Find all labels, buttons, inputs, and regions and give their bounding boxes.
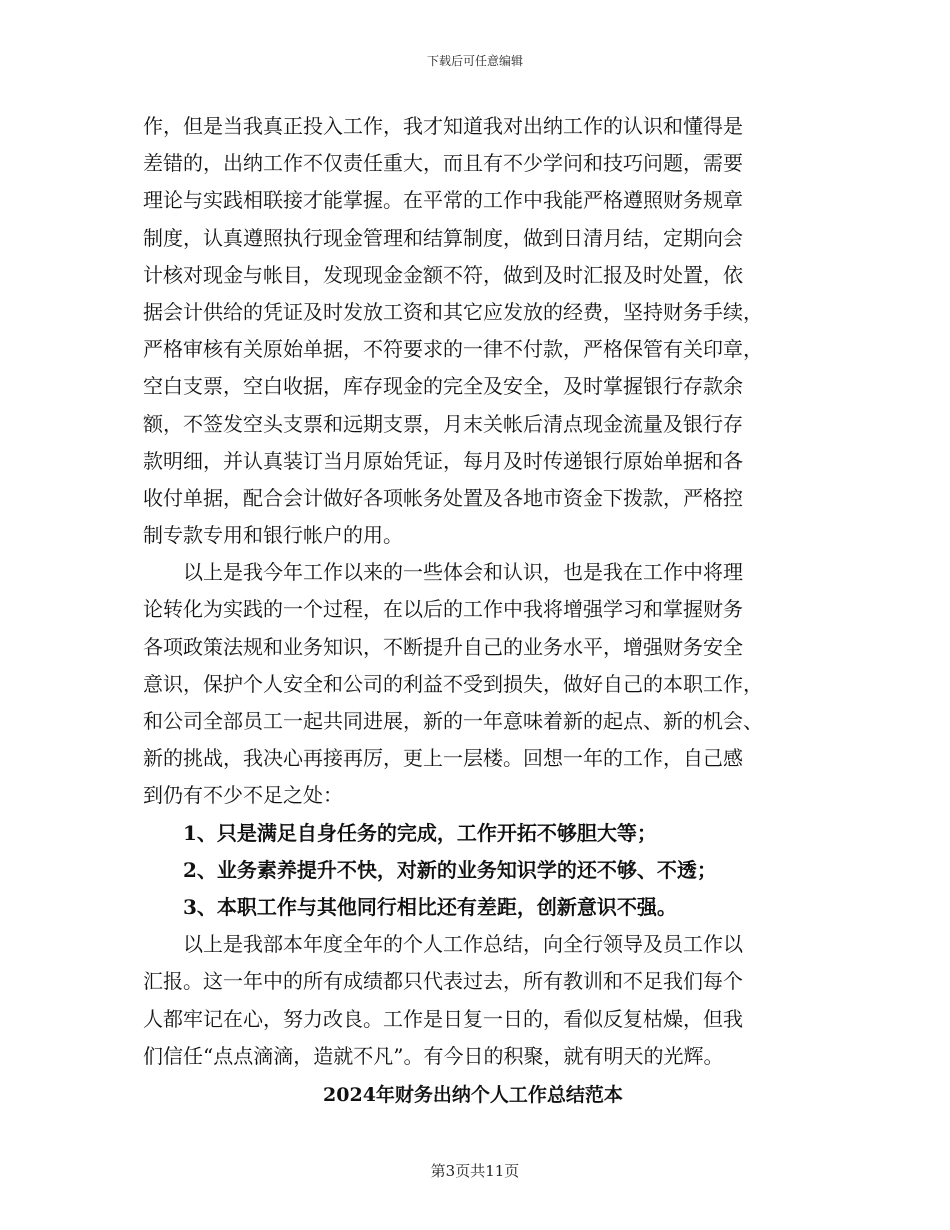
text-line: 到仍有不少不足之处： (143, 783, 343, 808)
text-line: 们信任“点点滴滴，造就不凡”。有今日的积聚，就有明天的光辉。 (143, 1043, 724, 1068)
document-body (143, 108, 803, 1114)
text-line: 差错的，出纳工作不仅责任重大，而且有不少学问和技巧问题，需要 (143, 151, 743, 176)
text-line: 空白支票，空白收据，库存现金的完全及安全，及时掌握银行存款余 (143, 374, 743, 399)
paragraph-3 (143, 926, 803, 1075)
text-line: 各项政策法规和业务知识，不断提升自己的业务水平，增强财务安全 (143, 634, 743, 659)
page-header: 下载后可任意编辑 (426, 54, 523, 68)
text-line: 以上是我今年工作以来的一些体会和认识，也是我在工作中将理 (183, 560, 743, 585)
text-line: 据会计供给的凭证及时发放工资和其它应发放的经费，坚持财务手续， (143, 299, 763, 324)
text-line: 额，不签发空头支票和远期支票，月末关帐后清点现金流量及银行存 (143, 411, 743, 436)
paragraph-1 (143, 108, 803, 554)
text-line: 制度，认真遵照执行现金管理和结算制度，做到日清月结，定期向会 (143, 225, 743, 250)
list-item: 1、只是满足自身任务的完成，工作开拓不够胆大等； (183, 820, 657, 845)
text-line: 理论与实践相联接才能掌握。在平常的工作中我能严格遵照财务规章 (143, 188, 743, 213)
text-line: 收付单据，配合会计做好各项帐务处置及各地市资金下拨款，严格控 (143, 485, 743, 510)
text-line: 计核对现金与帐目，发现现金金额不符，做到及时汇报及时处置，依 (143, 262, 743, 287)
text-line: 制专款专用和银行帐户的用。 (143, 523, 403, 548)
text-line: 新的挑战，我决心再接再厉，更上一层楼。回想一年的工作，自己感 (143, 746, 743, 771)
text-line: 作，但是当我真正投入工作，我才知道我对出纳工作的认识和懂得是 (143, 114, 743, 138)
text-line: 汇报。这一年中的所有成绩都只代表过去，所有教训和不足我们每个 (143, 969, 743, 994)
text-line: 以上是我部本年度全年的个人工作总结，向全行领导及员工作以 (183, 932, 743, 957)
text-line: 款明细，并认真装订当月原始凭证，每月及时传递银行原始单据和各 (143, 448, 743, 473)
paragraph-2 (143, 554, 803, 814)
text-line: 论转化为实践的一个过程，在以后的工作中我将增强学习和掌握财务 (143, 597, 743, 622)
text-line: 严格审核有关原始单据，不符要求的一律不付款，严格保管有关印章， (143, 337, 763, 362)
text-line: 意识，保护个人安全和公司的利益不受到损失，做好自己的本职工作， (143, 671, 763, 696)
text-line: 和公司全部员工一起共同进展，新的一年意味着新的起点、新的机会、 (143, 709, 763, 733)
shortcomings-list (143, 815, 803, 927)
list-item: 3、本职工作与其他同行相比还有差距，创新意识不强。 (183, 894, 677, 919)
text-line: 人都牢记在心，努力改良。工作是日复一日的，看似反复枯燥，但我 (143, 1006, 743, 1031)
page-footer: 第3页共11页 (430, 1162, 520, 1180)
list-item: 2、业务素养提升不快，对新的业务知识学的还不够、不透； (183, 857, 717, 882)
section-title: 2024年财务出纳个人工作总结范本 (323, 1083, 623, 1106)
